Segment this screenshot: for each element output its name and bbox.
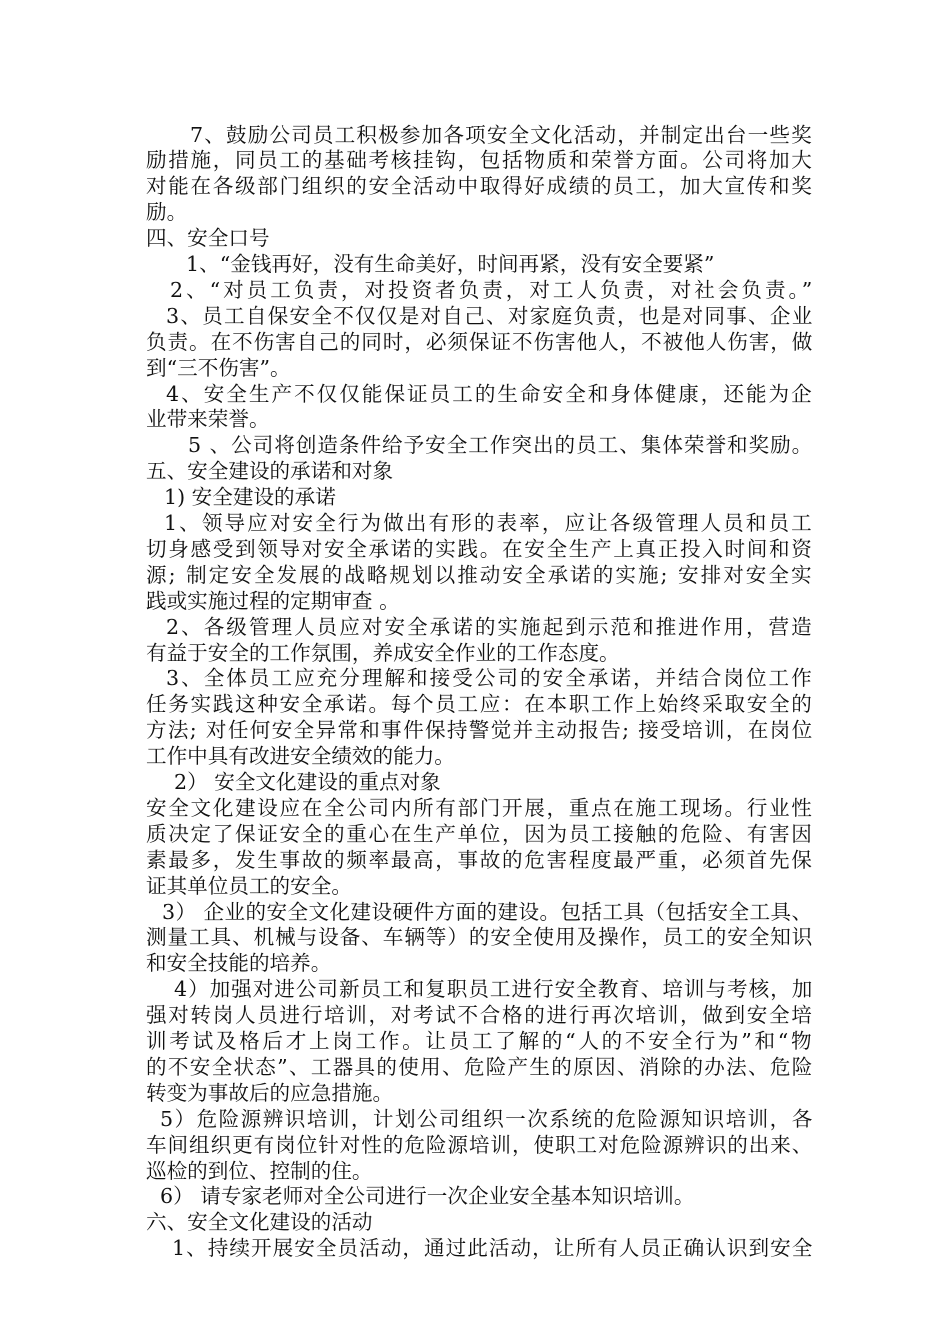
text-line: 3、员工自保安全不仅仅是对自己、对家庭负责，也是对同事、企业 xyxy=(166,303,814,328)
text-line: 1) 安全建设的承诺 xyxy=(164,485,336,510)
text-line: 4、安全生产不仅仅能保证员工的生命安全和身体健康，还能为企 xyxy=(166,381,814,406)
text-line: 6） 请专家老师对全公司进行一次企业安全基本知识培训。 xyxy=(160,1184,695,1209)
text-line: 五、安全建设的承诺和对象 xyxy=(146,459,394,484)
text-line: 5）危险源辨识培训，计划公司组织一次系统的危险源知识培训，各 xyxy=(160,1106,814,1131)
text-line: 测量工具、机械与设备、车辆等）的安全使用及操作，员工的安全知识 xyxy=(146,925,814,950)
text-line: 方法; 对任何安全异常和事件保持警觉并主动报告; 接受培训，在岗位 xyxy=(146,718,814,743)
text-line: 负责。在不伤害自己的同时，必须保证不伤害他人，不被他人伤害，做 xyxy=(146,329,814,354)
text-line: 2、各级管理人员应对安全承诺的实施起到示范和推进作用，营造 xyxy=(166,614,814,639)
text-line: 5 、公司将创造条件给予安全工作突出的员工、集体荣誉和奖励。 xyxy=(188,433,814,458)
text-line: 源; 制定安全发展的战略规划以推动安全承诺的实施; 安排对安全实 xyxy=(146,562,814,587)
text-line: 和安全技能的培养。 xyxy=(146,951,332,976)
text-line: 1、持续开展安全员活动，通过此活动，让所有人员正确认识到安全 xyxy=(172,1236,814,1261)
text-line: 转变为事故后的应急措施。 xyxy=(146,1080,394,1105)
text-line: 2） 安全文化建设的重点对象 xyxy=(174,770,441,794)
text-line: 训考试及格后才上岗工作。让员工了解的“人的不安全行为”和“物 xyxy=(146,1029,815,1053)
text-line: 践或实施过程的定期审查 。 xyxy=(146,588,400,613)
text-line: 业带来荣誉。 xyxy=(146,407,270,432)
text-line: 四、安全口号 xyxy=(146,226,270,251)
text-line: 7、鼓励公司员工积极参加各项安全文化活动，并制定出台一些奖 xyxy=(190,122,813,147)
text-line: 质决定了保证安全的重心在生产单位，因为员工接触的危险、有害因 xyxy=(146,821,814,846)
text-line: 到“三不伤害”。 xyxy=(146,355,291,380)
text-line: 2、“对员工负责，对投资者负责，对工人负责，对社会负责。” xyxy=(170,277,816,302)
text-line: 励。 xyxy=(146,200,188,225)
text-line: 证其单位员工的安全。 xyxy=(146,873,352,898)
text-line: 车间组织更有岗位针对性的危险源培训，使职工对危险源辨识的出来、 xyxy=(146,1132,814,1157)
text-line: 任务实践这种安全承诺。每个员工应：在本职工作上始终采取安全的 xyxy=(146,692,814,717)
text-line: 有益于安全的工作氛围，养成安全作业的工作态度。 xyxy=(146,640,620,665)
text-line: 六、安全文化建设的活动 xyxy=(146,1210,373,1235)
text-line: 1、领导应对安全行为做出有形的表率，应让各级管理人员和员工 xyxy=(164,511,814,535)
text-line: 切身感受到领导对安全承诺的实践。在安全生产上真正投入时间和资 xyxy=(146,536,814,561)
text-line: 励措施，同员工的基础考核挂钩，包括物质和荣誉方面。公司将加大 xyxy=(146,148,814,173)
text-line: 1、“金钱再好，没有生命美好，时间再紧，没有安全要紧” xyxy=(186,252,715,276)
text-line: 强对转岗人员进行培训，对考试不合格的进行再次培训，做到安全培 xyxy=(146,1003,814,1028)
text-line: 3、全体员工应充分理解和接受公司的安全承诺，并结合岗位工作 xyxy=(166,666,814,691)
text-line: 工作中具有改进安全绩效的能力。 xyxy=(146,744,455,769)
text-line: 4）加强对进公司新员工和复职员工进行安全教育、培训与考核，加 xyxy=(174,977,814,1002)
text-line: 的不安全状态”、工器具的使用、危险产生的原因、消除的办法、危险 xyxy=(146,1054,814,1079)
text-line: 巡检的到位、控制的住。 xyxy=(146,1158,373,1183)
text-line: 素最多，发生事故的频率最高，事故的危害程度最严重，必须首先保 xyxy=(146,847,814,872)
text-line: 安全文化建设应在全公司内所有部门开展，重点在施工现场。行业性 xyxy=(146,795,814,820)
text-line: 3） 企业的安全文化建设硬件方面的建设。包括工具（包括安全工具、 xyxy=(162,899,813,924)
text-line: 对能在各级部门组织的安全活动中取得好成绩的员工，加大宣传和奖 xyxy=(146,174,814,199)
